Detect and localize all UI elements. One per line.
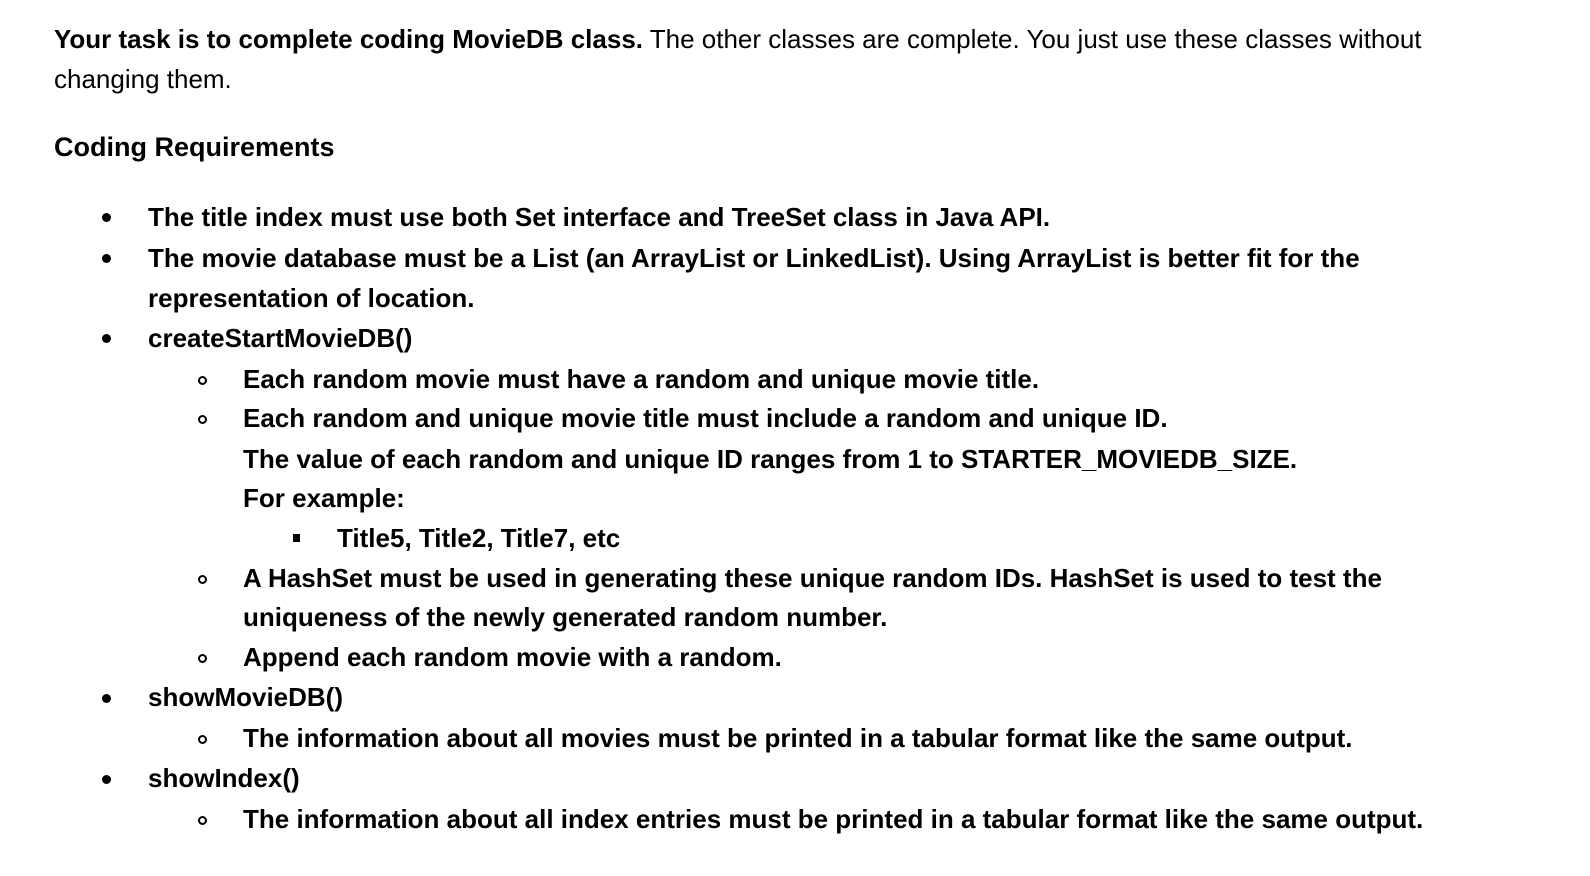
bullet-square-icon [293,534,300,542]
sub-requirement-append-movie: Append each random movie with a random. [243,642,782,672]
intro-line-2: changing them. [54,64,232,94]
bullet-disc-icon [102,213,111,222]
intro-bold-text: Your task is to complete coding MovieDB class. [54,24,643,54]
requirement-create-start-moviedb: createStartMovieDB() [148,323,413,353]
bullet-circle-icon [198,816,207,825]
sub-requirement-for-example: For example: [243,483,405,513]
sub-requirement-hashset-line-2: uniqueness of the newly generated random number. [243,602,888,632]
requirement-movie-database-line-2: representation of location. [148,283,475,313]
requirement-title-index: The title index must use both Set interface and TreeSet class in Java API. [148,202,1051,232]
bullet-disc-icon [102,254,111,263]
bullet-disc-icon [102,775,111,784]
sub-requirement-hashset-line-1: A HashSet must be used in generating these unique random IDs. HashSet is used to test the [243,563,1382,593]
sub-requirement-unique-id: Each random and unique movie title must include a random and unique ID. [243,403,1168,433]
requirement-show-index: showIndex() [148,763,300,793]
bullet-circle-icon [198,654,207,663]
sub-requirement-id-range: The value of each random and unique ID ranges from 1 to STARTER_MOVIEDB_SIZE. [243,444,1298,474]
requirement-movie-database-line-1: The movie database must be a List (an ArrayList or LinkedList). Using ArrayList is better fit for the [148,243,1360,273]
sub-requirement-unique-title: Each random movie must have a random and unique movie title. [243,364,1040,394]
intro-line-1 [54,19,1422,59]
bullet-circle-icon [198,415,207,424]
section-heading: Coding Requirements [54,132,335,162]
bullet-disc-icon [102,334,111,343]
sub-requirement-index-tabular: The information about all index entries must be printed in a tabular format like the same output. [243,804,1424,834]
example-titles: Title5, Title2, Title7, etc [337,523,621,553]
requirement-show-moviedb: showMovieDB() [148,682,343,712]
sub-requirement-movies-tabular: The information about all movies must be printed in a tabular format like the same output. [243,723,1353,753]
bullet-circle-icon [198,735,207,744]
bullet-circle-icon [198,575,207,584]
intro-rest-text: The other classes are complete. You just use these classes without [643,24,1422,54]
bullet-circle-icon [198,376,207,385]
bullet-disc-icon [102,694,111,703]
